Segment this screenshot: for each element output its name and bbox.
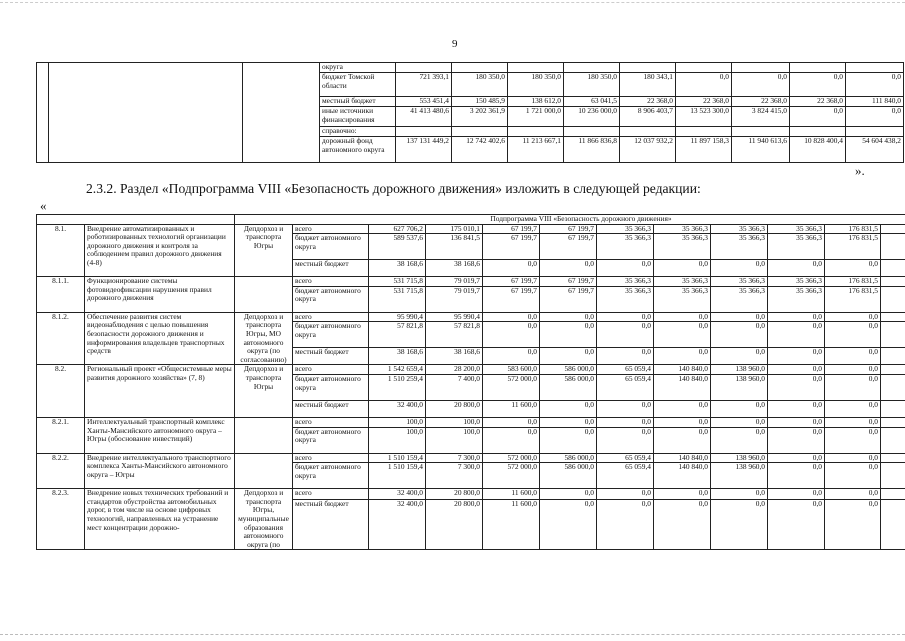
value-cell: 0,0 <box>825 312 881 322</box>
value-cell: 1 542 659,4 <box>369 365 426 375</box>
value-cell: 41 413 480,6 <box>396 107 452 127</box>
value-cell: 54 604 438,2 <box>846 137 904 163</box>
value-cell: 0,0 <box>825 260 881 277</box>
source-label: всего <box>293 312 369 322</box>
spacer-cell <box>881 348 905 365</box>
spacer-cell <box>881 224 905 234</box>
value-cell: 0,0 <box>825 365 881 375</box>
source-label: всего <box>293 489 369 500</box>
value-cell: 0,0 <box>483 312 540 322</box>
table-title-row <box>37 215 905 225</box>
value-cell: 35 366,3 <box>597 224 654 234</box>
value-cell: 0,0 <box>768 312 825 322</box>
table-row <box>37 417 905 427</box>
item-name: Внедрение новых технических требований и стандартов обустройства автомобильных дорог, в том числе на основе цифровых технологий, направленных на устранение мест концентрации дорожно- <box>85 489 235 550</box>
value-cell: 10 236 000,0 <box>564 107 620 127</box>
item-executor: Депдорхоз и транспорта Югры <box>235 365 293 418</box>
value-cell: 35 366,3 <box>768 277 825 287</box>
table-row <box>37 63 904 73</box>
value-cell: 0,0 <box>825 322 881 348</box>
value-cell: 586 000,0 <box>540 374 597 400</box>
value-cell: 0,0 <box>483 348 540 365</box>
value-cell: 589 537,6 <box>369 234 426 260</box>
value-cell: 0,0 <box>768 427 825 453</box>
value-cell: 0,0 <box>597 400 654 417</box>
continued-financing-table <box>36 62 904 163</box>
item-name: Внедрение автоматизированных и роботизированных технологий организации дорожного движения и контроля за соблюдением правил дорожного движения (4-8) <box>85 224 235 277</box>
value-cell: 0,0 <box>540 417 597 427</box>
value-cell: 22 368,0 <box>620 97 676 107</box>
spacer-cell <box>881 260 905 277</box>
item-number: 8.1.2. <box>37 312 85 365</box>
value-cell: 63 041,5 <box>564 97 620 107</box>
value-cell: 0,0 <box>654 499 711 550</box>
source-label: бюджет автономного округа <box>293 286 369 312</box>
value-cell <box>676 127 732 137</box>
source-label: всего <box>293 277 369 287</box>
value-cell: 7 300,0 <box>426 463 483 489</box>
value-cell: 35 366,3 <box>654 224 711 234</box>
value-cell: 572 000,0 <box>483 374 540 400</box>
value-cell: 531 715,8 <box>369 286 426 312</box>
value-cell: 0,0 <box>825 417 881 427</box>
value-cell: 0,0 <box>483 260 540 277</box>
value-cell: 138 960,0 <box>711 365 768 375</box>
source-label: справочно: <box>320 127 396 137</box>
spacer-cell <box>881 374 905 400</box>
source-label: бюджет Томской области <box>320 73 396 97</box>
value-cell: 553 451,4 <box>396 97 452 107</box>
value-cell <box>732 127 790 137</box>
value-cell: 20 800,0 <box>426 400 483 417</box>
value-cell: 0,0 <box>711 499 768 550</box>
value-cell: 35 366,3 <box>768 286 825 312</box>
value-cell: 0,0 <box>540 348 597 365</box>
value-cell: 7 400,0 <box>426 374 483 400</box>
value-cell: 0,0 <box>654 489 711 500</box>
value-cell <box>564 127 620 137</box>
source-label: дорожный фонд автономного округа <box>320 137 396 163</box>
value-cell: 0,0 <box>597 417 654 427</box>
value-cell: 11 213 667,1 <box>508 137 564 163</box>
value-cell <box>790 127 846 137</box>
value-cell: 1 510 259,4 <box>369 374 426 400</box>
item-name: Функционирование системы фотовидеофиксации нарушения правил дорожного движения <box>85 277 235 313</box>
value-cell: 11 940 613,6 <box>732 137 790 163</box>
value-cell: 175 010,1 <box>426 224 483 234</box>
value-cell: 180 350,0 <box>564 73 620 97</box>
value-cell: 67 199,7 <box>540 224 597 234</box>
spacer-cell <box>881 427 905 453</box>
table-row <box>37 453 905 463</box>
spacer-cell <box>881 234 905 260</box>
value-cell <box>790 63 846 73</box>
value-cell: 0,0 <box>483 427 540 453</box>
value-cell: 0,0 <box>597 489 654 500</box>
value-cell <box>620 127 676 137</box>
value-cell: 180 350,0 <box>452 73 508 97</box>
source-label: иные источники финансирования <box>320 107 396 127</box>
value-cell: 176 831,5 <box>825 286 881 312</box>
value-cell: 0,0 <box>540 322 597 348</box>
source-label: местный бюджет <box>320 97 396 107</box>
value-cell: 627 706,2 <box>369 224 426 234</box>
value-cell: 3 824 415,0 <box>732 107 790 127</box>
value-cell: 0,0 <box>711 417 768 427</box>
value-cell: 176 831,5 <box>825 234 881 260</box>
value-cell: 140 840,0 <box>654 365 711 375</box>
value-cell: 138 960,0 <box>711 463 768 489</box>
value-cell: 0,0 <box>768 417 825 427</box>
value-cell: 0,0 <box>711 322 768 348</box>
source-label: местный бюджет <box>293 499 369 550</box>
value-cell: 0,0 <box>825 453 881 463</box>
value-cell: 35 366,3 <box>711 286 768 312</box>
value-cell: 0,0 <box>768 489 825 500</box>
value-cell <box>564 63 620 73</box>
value-cell: 100,0 <box>369 427 426 453</box>
source-label: всего <box>293 224 369 234</box>
value-cell: 531 715,8 <box>369 277 426 287</box>
value-cell: 100,0 <box>426 427 483 453</box>
value-cell: 1 721 000,0 <box>508 107 564 127</box>
value-cell: 572 000,0 <box>483 453 540 463</box>
spacer-cell <box>881 400 905 417</box>
value-cell: 0,0 <box>711 348 768 365</box>
source-label: всего <box>293 417 369 427</box>
value-cell: 67 199,7 <box>483 224 540 234</box>
item-executor: Депдорхоз и транспорта Югры, МО автономного округа (по согласованию) <box>235 312 293 365</box>
value-cell: 35 366,3 <box>711 224 768 234</box>
value-cell: 0,0 <box>654 427 711 453</box>
value-cell: 176 831,5 <box>825 224 881 234</box>
value-cell: 0,0 <box>846 107 904 127</box>
value-cell: 0,0 <box>654 322 711 348</box>
value-cell: 22 368,0 <box>790 97 846 107</box>
value-cell: 140 840,0 <box>654 374 711 400</box>
value-cell: 12 742 402,6 <box>452 137 508 163</box>
value-cell: 38 168,6 <box>369 348 426 365</box>
value-cell: 0,0 <box>654 312 711 322</box>
opening-quote: « <box>40 198 47 214</box>
value-cell: 0,0 <box>825 489 881 500</box>
value-cell: 38 168,6 <box>426 260 483 277</box>
value-cell: 111 840,0 <box>846 97 904 107</box>
item-executor <box>235 417 293 453</box>
value-cell <box>452 127 508 137</box>
source-label: местный бюджет <box>293 260 369 277</box>
value-cell: 35 366,3 <box>768 224 825 234</box>
value-cell <box>846 127 904 137</box>
item-executor <box>235 277 293 313</box>
value-cell: 136 841,5 <box>426 234 483 260</box>
value-cell <box>676 63 732 73</box>
value-cell: 22 368,0 <box>732 97 790 107</box>
value-cell: 0,0 <box>825 427 881 453</box>
value-cell: 0,0 <box>768 322 825 348</box>
value-cell: 100,0 <box>369 417 426 427</box>
value-cell: 67 199,7 <box>483 234 540 260</box>
item-executor: Депдорхоз и транспорта Югры <box>235 224 293 277</box>
value-cell: 38 168,6 <box>369 260 426 277</box>
value-cell: 0,0 <box>825 374 881 400</box>
value-cell: 67 199,7 <box>483 286 540 312</box>
value-cell: 0,0 <box>597 322 654 348</box>
value-cell: 65 059,4 <box>597 365 654 375</box>
value-cell <box>508 127 564 137</box>
value-cell: 35 366,3 <box>597 234 654 260</box>
value-cell: 0,0 <box>846 73 904 97</box>
table-title: Подпрограмма VIII «Безопасность дорожного движения» <box>235 215 905 225</box>
value-cell: 0,0 <box>597 348 654 365</box>
value-cell: 67 199,7 <box>483 277 540 287</box>
value-cell: 35 366,3 <box>597 286 654 312</box>
value-cell: 0,0 <box>597 427 654 453</box>
value-cell: 1 510 159,4 <box>369 463 426 489</box>
value-cell: 95 990,4 <box>426 312 483 322</box>
value-cell: 586 000,0 <box>540 463 597 489</box>
value-cell: 67 199,7 <box>540 277 597 287</box>
section-heading: 2.3.2. Раздел «Подпрограмма VIII «Безопасность дорожного движения» изложить в следующей редакции: <box>86 181 701 197</box>
value-cell: 0,0 <box>483 322 540 348</box>
value-cell: 35 366,3 <box>597 277 654 287</box>
value-cell: 0,0 <box>768 260 825 277</box>
table-row <box>37 224 905 234</box>
spacer-cell <box>881 499 905 550</box>
value-cell: 0,0 <box>597 499 654 550</box>
item-number: 8.2. <box>37 365 85 418</box>
spacer-cell <box>881 312 905 322</box>
value-cell: 138 960,0 <box>711 453 768 463</box>
value-cell: 583 600,0 <box>483 365 540 375</box>
spacer-cell <box>881 463 905 489</box>
value-cell: 67 199,7 <box>540 286 597 312</box>
value-cell: 0,0 <box>483 417 540 427</box>
value-cell: 65 059,4 <box>597 374 654 400</box>
source-label: всего <box>293 453 369 463</box>
spacer-cell <box>881 286 905 312</box>
value-cell: 0,0 <box>768 499 825 550</box>
value-cell: 0,0 <box>597 312 654 322</box>
value-cell: 11 897 158,3 <box>676 137 732 163</box>
value-cell: 0,0 <box>825 400 881 417</box>
value-cell <box>620 63 676 73</box>
value-cell: 11 600,0 <box>483 489 540 500</box>
value-cell: 150 485,9 <box>452 97 508 107</box>
table-row <box>37 312 905 322</box>
value-cell: 0,0 <box>540 400 597 417</box>
value-cell: 0,0 <box>711 489 768 500</box>
item-name: Интеллектуальный транспортный комплекс Ханты-Мансийского автономного округа – Югры (обоснование инвестиций) <box>85 417 235 453</box>
value-cell <box>732 63 790 73</box>
value-cell: 12 037 932,2 <box>620 137 676 163</box>
value-cell: 0,0 <box>540 312 597 322</box>
source-label: бюджет автономного округа <box>293 322 369 348</box>
value-cell: 35 366,3 <box>711 234 768 260</box>
value-cell: 180 343,1 <box>620 73 676 97</box>
value-cell: 11 600,0 <box>483 400 540 417</box>
value-cell: 95 990,4 <box>369 312 426 322</box>
value-cell: 0,0 <box>825 348 881 365</box>
value-cell: 32 400,0 <box>369 489 426 500</box>
value-cell: 0,0 <box>768 400 825 417</box>
spacer-cell <box>881 453 905 463</box>
value-cell: 0,0 <box>825 463 881 489</box>
spacer-cell <box>881 365 905 375</box>
source-label: местный бюджет <box>293 400 369 417</box>
spacer-cell <box>881 322 905 348</box>
value-cell: 138 612,0 <box>508 97 564 107</box>
value-cell: 0,0 <box>711 312 768 322</box>
source-label: бюджет автономного округа <box>293 374 369 400</box>
value-cell: 0,0 <box>768 374 825 400</box>
item-number: 8.1. <box>37 224 85 277</box>
value-cell <box>396 63 452 73</box>
source-label: округа <box>320 63 396 73</box>
value-cell: 65 059,4 <box>597 463 654 489</box>
source-label: бюджет автономного округа <box>293 463 369 489</box>
item-executor: Депдорхоз и транспорта Югры, муниципальные образования автономного округа (по <box>235 489 293 550</box>
item-number: 8.1.1. <box>37 277 85 313</box>
value-cell: 28 200,0 <box>426 365 483 375</box>
value-cell: 3 202 361,9 <box>452 107 508 127</box>
value-cell: 38 168,6 <box>426 348 483 365</box>
table-row <box>37 277 905 287</box>
value-cell: 0,0 <box>711 427 768 453</box>
value-cell: 176 831,5 <box>825 277 881 287</box>
value-cell: 35 366,3 <box>654 234 711 260</box>
table-row <box>37 489 905 500</box>
value-cell: 0,0 <box>654 348 711 365</box>
value-cell: 137 131 449,2 <box>396 137 452 163</box>
item-number: 8.2.2. <box>37 453 85 489</box>
value-cell <box>396 127 452 137</box>
value-cell: 35 366,3 <box>768 234 825 260</box>
value-cell: 0,0 <box>768 453 825 463</box>
value-cell: 20 800,0 <box>426 499 483 550</box>
item-executor <box>235 453 293 489</box>
value-cell: 8 906 403,7 <box>620 107 676 127</box>
value-cell: 0,0 <box>768 463 825 489</box>
value-cell: 22 368,0 <box>676 97 732 107</box>
value-cell: 721 393,1 <box>396 73 452 97</box>
value-cell: 140 840,0 <box>654 463 711 489</box>
value-cell: 0,0 <box>825 499 881 550</box>
value-cell: 586 000,0 <box>540 453 597 463</box>
value-cell: 572 000,0 <box>483 463 540 489</box>
value-cell: 140 840,0 <box>654 453 711 463</box>
scan-edge-top <box>0 2 905 4</box>
closing-quote: ». <box>855 163 865 179</box>
table-row <box>37 365 905 375</box>
value-cell: 0,0 <box>790 73 846 97</box>
item-number: 8.2.1. <box>37 417 85 453</box>
value-cell: 0,0 <box>790 107 846 127</box>
value-cell: 0,0 <box>597 260 654 277</box>
value-cell: 0,0 <box>540 499 597 550</box>
item-name: Обеспечение развития систем видеонаблюдения с целью повышения безопасности дорожного движения и информирования владельцев транспортных средств <box>85 312 235 365</box>
value-cell: 11 600,0 <box>483 499 540 550</box>
value-cell <box>508 63 564 73</box>
value-cell: 65 059,4 <box>597 453 654 463</box>
value-cell: 0,0 <box>676 73 732 97</box>
source-label: всего <box>293 365 369 375</box>
value-cell: 35 366,3 <box>711 277 768 287</box>
value-cell: 180 350,0 <box>508 73 564 97</box>
value-cell: 11 866 836,8 <box>564 137 620 163</box>
value-cell: 32 400,0 <box>369 400 426 417</box>
value-cell: 35 366,3 <box>654 277 711 287</box>
source-label: бюджет автономного округа <box>293 234 369 260</box>
value-cell: 0,0 <box>654 417 711 427</box>
value-cell: 0,0 <box>540 489 597 500</box>
value-cell: 0,0 <box>768 348 825 365</box>
spacer-cell <box>881 417 905 427</box>
value-cell <box>846 63 904 73</box>
value-cell: 0,0 <box>654 260 711 277</box>
value-cell: 20 800,0 <box>426 489 483 500</box>
item-name: Внедрение интеллектуального транспортного комплекса Ханты-Мансийского автономного округа – Югры <box>85 453 235 489</box>
value-cell: 57 821,8 <box>369 322 426 348</box>
value-cell: 0,0 <box>654 400 711 417</box>
value-cell: 32 400,0 <box>369 499 426 550</box>
item-name: Региональный проект «Общесистемные меры развития дорожного хозяйства» (7, 8) <box>85 365 235 418</box>
value-cell: 1 510 159,4 <box>369 453 426 463</box>
item-number: 8.2.3. <box>37 489 85 550</box>
value-cell: 100,0 <box>426 417 483 427</box>
source-label: бюджет автономного округа <box>293 427 369 453</box>
value-cell: 79 019,7 <box>426 277 483 287</box>
value-cell: 7 300,0 <box>426 453 483 463</box>
value-cell: 0,0 <box>768 365 825 375</box>
value-cell: 67 199,7 <box>540 234 597 260</box>
value-cell: 10 828 400,4 <box>790 137 846 163</box>
value-cell: 0,0 <box>540 260 597 277</box>
value-cell: 0,0 <box>732 73 790 97</box>
value-cell: 79 019,7 <box>426 286 483 312</box>
value-cell: 586 000,0 <box>540 365 597 375</box>
value-cell: 0,0 <box>711 260 768 277</box>
value-cell: 57 821,8 <box>426 322 483 348</box>
page-number: 9 <box>452 38 458 50</box>
value-cell: 138 960,0 <box>711 374 768 400</box>
value-cell: 13 523 300,0 <box>676 107 732 127</box>
spacer-cell <box>881 277 905 287</box>
value-cell: 35 366,3 <box>654 286 711 312</box>
value-cell: 0,0 <box>711 400 768 417</box>
value-cell <box>452 63 508 73</box>
value-cell: 0,0 <box>540 427 597 453</box>
source-label: местный бюджет <box>293 348 369 365</box>
spacer-cell <box>881 489 905 500</box>
subprogram-viii-table <box>36 214 905 550</box>
